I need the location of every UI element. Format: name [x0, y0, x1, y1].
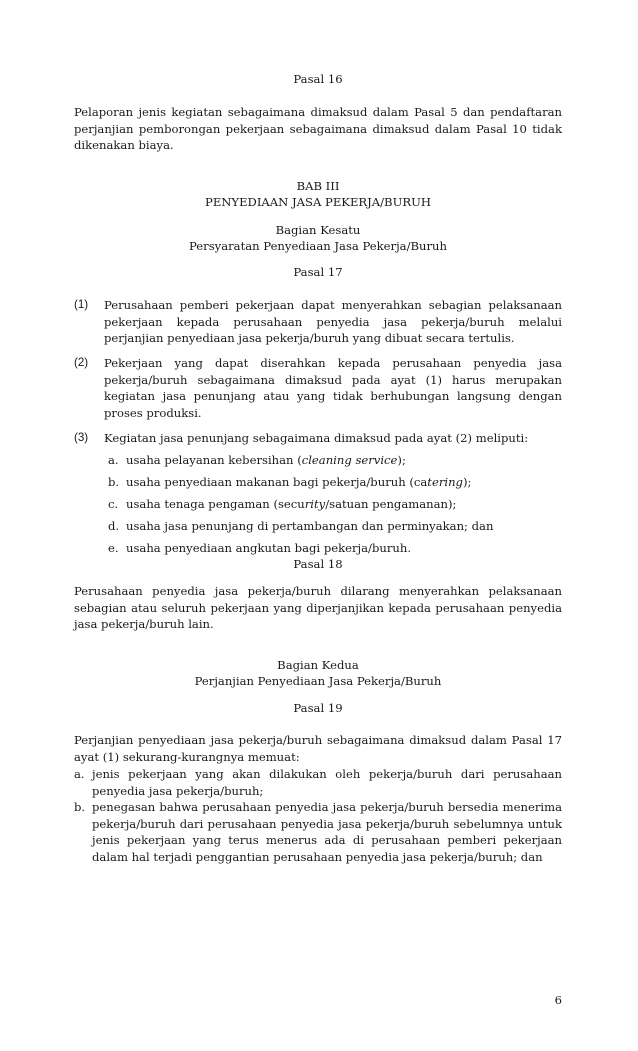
- sub-text: usaha penyediaan angkutan bagi pekerja/buruh.: [126, 541, 411, 555]
- bagian-kesatu-label: Bagian Kesatu: [275, 223, 361, 237]
- sub-item-e: [108, 540, 562, 557]
- sub-text: usaha penyediaan makanan bagi pekerja/buruh (ca: [126, 475, 428, 489]
- sub-item-a: [108, 452, 562, 469]
- list-letter: b.: [74, 800, 86, 814]
- sub-letter: a.: [108, 453, 119, 467]
- ayat-number: (3): [74, 431, 89, 444]
- ayat-text: Pekerjaan yang dapat diserahkan kepada perusahaan penyedia jasa pekerja/buruh sebagaimana dimaksud pada ayat (1) harus merupakan kegiatan jasa penunjang atau yang tidak berhubungan langsung dengan proses produksi.: [104, 356, 562, 420]
- ayat-text: Perusahaan pemberi pekerjaan dapat menyerahkan sebagian pelaksanaan pekerjaan kepada perusahaan penyedia jasa pekerja/buruh melalui perjanjian penyediaan jasa pekerja/buruh yang dibuat secara tertulis.: [104, 298, 562, 345]
- ayat-2: [74, 355, 562, 421]
- pasal-18-heading: Pasal 18: [293, 557, 343, 571]
- ayat-number: (2): [74, 356, 89, 369]
- bagian-kedua-label: Bagian Kedua: [277, 658, 359, 672]
- document-page: [74, 0, 562, 1051]
- pasal-17-heading: Pasal 17: [293, 265, 343, 279]
- sub-letter: b.: [108, 475, 120, 489]
- bab-title: PENYEDIAAN JASA PEKERJA/BURUH: [205, 195, 431, 209]
- pasal-18-body: Perusahaan penyedia jasa pekerja/buruh dilarang menyerahkan pelaksanaan sebagian atau seluruh pekerjaan yang diperjanjikan kepada perusahaan penyedia jasa pekerja/buruh lain.: [74, 584, 562, 631]
- sub-item-d: [108, 518, 562, 535]
- list-text: jenis pekerjaan yang akan dilakukan oleh pekerja/buruh dari perusahaan penyedia jasa pekerja/buruh;: [92, 767, 562, 798]
- sub-text-italic: cleaning service: [301, 453, 398, 467]
- list-text: penegasan bahwa perusahaan penyedia jasa pekerja/buruh bersedia menerima pekerja/buruh dari perusahaan penyedia jasa pekerja/buruh sebelumnya untuk jenis pekerjaan yang terus menerus ada di perusahaan pemberi pekerjaan dalam hal terjadi penggantian perusahaan penyedia jasa pekerja/buruh; dan: [92, 800, 562, 864]
- sub-text-end: );: [462, 475, 472, 489]
- sub-text: usaha tenaga pengaman (secu: [126, 497, 305, 511]
- sub-text-italic: rity: [304, 497, 326, 511]
- sub-item-c: [108, 496, 562, 513]
- bagian-kedua-title: Perjanjian Penyediaan Jasa Pekerja/Buruh: [194, 674, 442, 688]
- bab-label: BAB III: [296, 179, 340, 193]
- sub-letter: e.: [108, 541, 119, 555]
- sub-text-italic: tering: [427, 475, 463, 489]
- sub-text: usaha pelayanan kebersihan (: [126, 453, 302, 467]
- page-number: 6: [554, 993, 562, 1007]
- list-letter: a.: [74, 767, 85, 781]
- pasal-16-heading: Pasal 16: [293, 72, 343, 86]
- sub-text-end: /satuan pengamanan);: [325, 497, 457, 511]
- pasal-16-body: Pelaporan jenis kegiatan sebagaimana dimaksud dalam Pasal 5 dan pendaftaran perjanjian pemborongan pekerjaan sebagaimana dimaksud dalam Pasal 10 tidak dikenakan biaya.: [74, 105, 562, 152]
- pasal-19-item-a: [74, 766, 562, 799]
- sub-text: usaha jasa penunjang di pertambangan dan perminyakan; dan: [126, 519, 494, 533]
- sub-item-b: [108, 474, 562, 491]
- sub-letter: c.: [108, 497, 119, 511]
- ayat-1: [74, 297, 562, 347]
- ayat-3: [74, 430, 562, 447]
- ayat-number: (1): [74, 298, 89, 311]
- sub-text-end: );: [397, 453, 406, 467]
- bagian-kesatu-title: Persyaratan Penyediaan Jasa Pekerja/Buruh: [189, 239, 447, 253]
- ayat-text: Kegiatan jasa penunjang sebagaimana dimaksud pada ayat (2) meliputi:: [104, 431, 529, 445]
- pasal-19-heading: Pasal 19: [293, 701, 343, 715]
- pasal-19-intro: Perjanjian penyediaan jasa pekerja/buruh sebagaimana dimaksud dalam Pasal 17 ayat (1) sekurang-kurangnya memuat:: [74, 733, 562, 764]
- pasal-19-item-b: [74, 799, 562, 865]
- sub-letter: d.: [108, 519, 120, 533]
